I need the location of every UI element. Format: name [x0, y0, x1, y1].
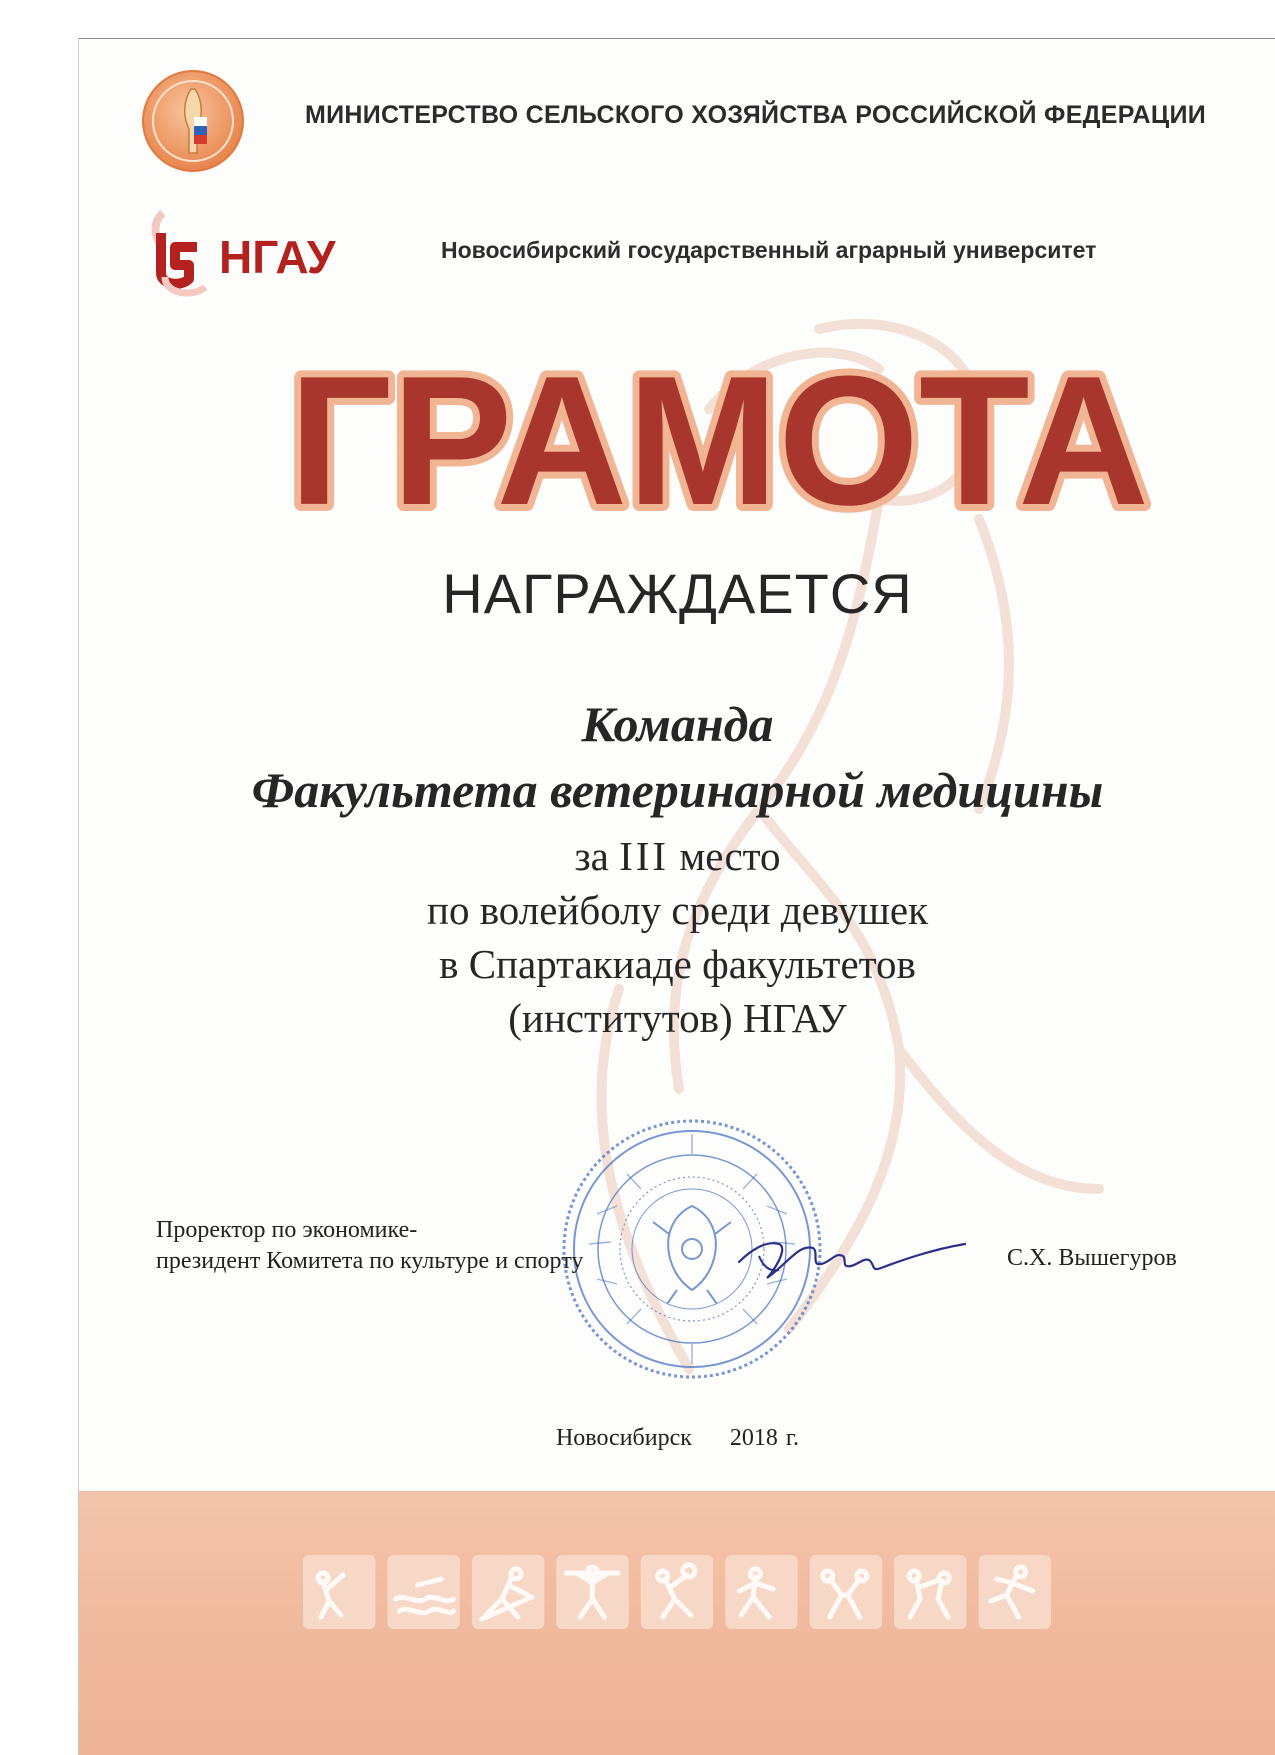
volleyball-icon	[641, 1555, 713, 1629]
reason-place-line: за III место	[574, 833, 781, 879]
reason-sport: по волейболу среди девушек	[427, 887, 928, 933]
boxing-icon	[894, 1555, 966, 1629]
ministry-name: МИНИСТЕРСТВО СЕЛЬСКОГО ХОЗЯЙСТВА РОССИЙСКОЙ ФЕДЕРАЦИИ	[305, 101, 1206, 129]
swimming-icon	[387, 1555, 459, 1629]
svg-text:ГРАМОТА: ГРАМОТА	[289, 344, 1149, 543]
svg-text:НГАУ: НГАУ	[219, 231, 336, 283]
university-name: Новосибирский государственный аграрный университет	[441, 237, 1097, 263]
weightlifting-icon	[556, 1555, 628, 1629]
handwritten-signature-icon	[729, 1222, 969, 1292]
ngau-emblem-icon	[145, 207, 395, 299]
recipient	[79, 691, 1275, 823]
sport-pictograms	[299, 1555, 1059, 1629]
reason-event: в Спартакиаде факультетов	[439, 941, 916, 987]
reason-organizer: (институтов) НГАУ	[508, 995, 847, 1041]
signer-title: Проректор по экономике- президент Комитета по культуре и спорту	[156, 1217, 584, 1274]
footer-band	[79, 1491, 1275, 1755]
certificate-title	[249, 344, 1189, 559]
place-number: III	[619, 833, 670, 879]
skiing-icon	[472, 1555, 544, 1629]
sprint-icon	[979, 1555, 1051, 1629]
tennis-icon	[303, 1555, 375, 1629]
wrestling-icon	[810, 1555, 882, 1629]
awarded-heading: НАГРАЖДАЕТСЯ	[442, 562, 913, 625]
award-reason	[79, 829, 1275, 1045]
year: 2018 г.	[729, 1425, 800, 1451]
city-and-year	[79, 1425, 1275, 1452]
running-icon	[725, 1555, 797, 1629]
wheat-ear-emblem-icon	[141, 69, 245, 173]
city: Новосибирск	[555, 1425, 692, 1451]
recipient-team: Команда	[581, 696, 774, 752]
signer-name: С.Х. Вышегуров	[1007, 1245, 1177, 1271]
recipient-faculty: Факультета ветеринарной медицины	[251, 762, 1104, 818]
certificate-sheet	[78, 38, 1275, 1755]
